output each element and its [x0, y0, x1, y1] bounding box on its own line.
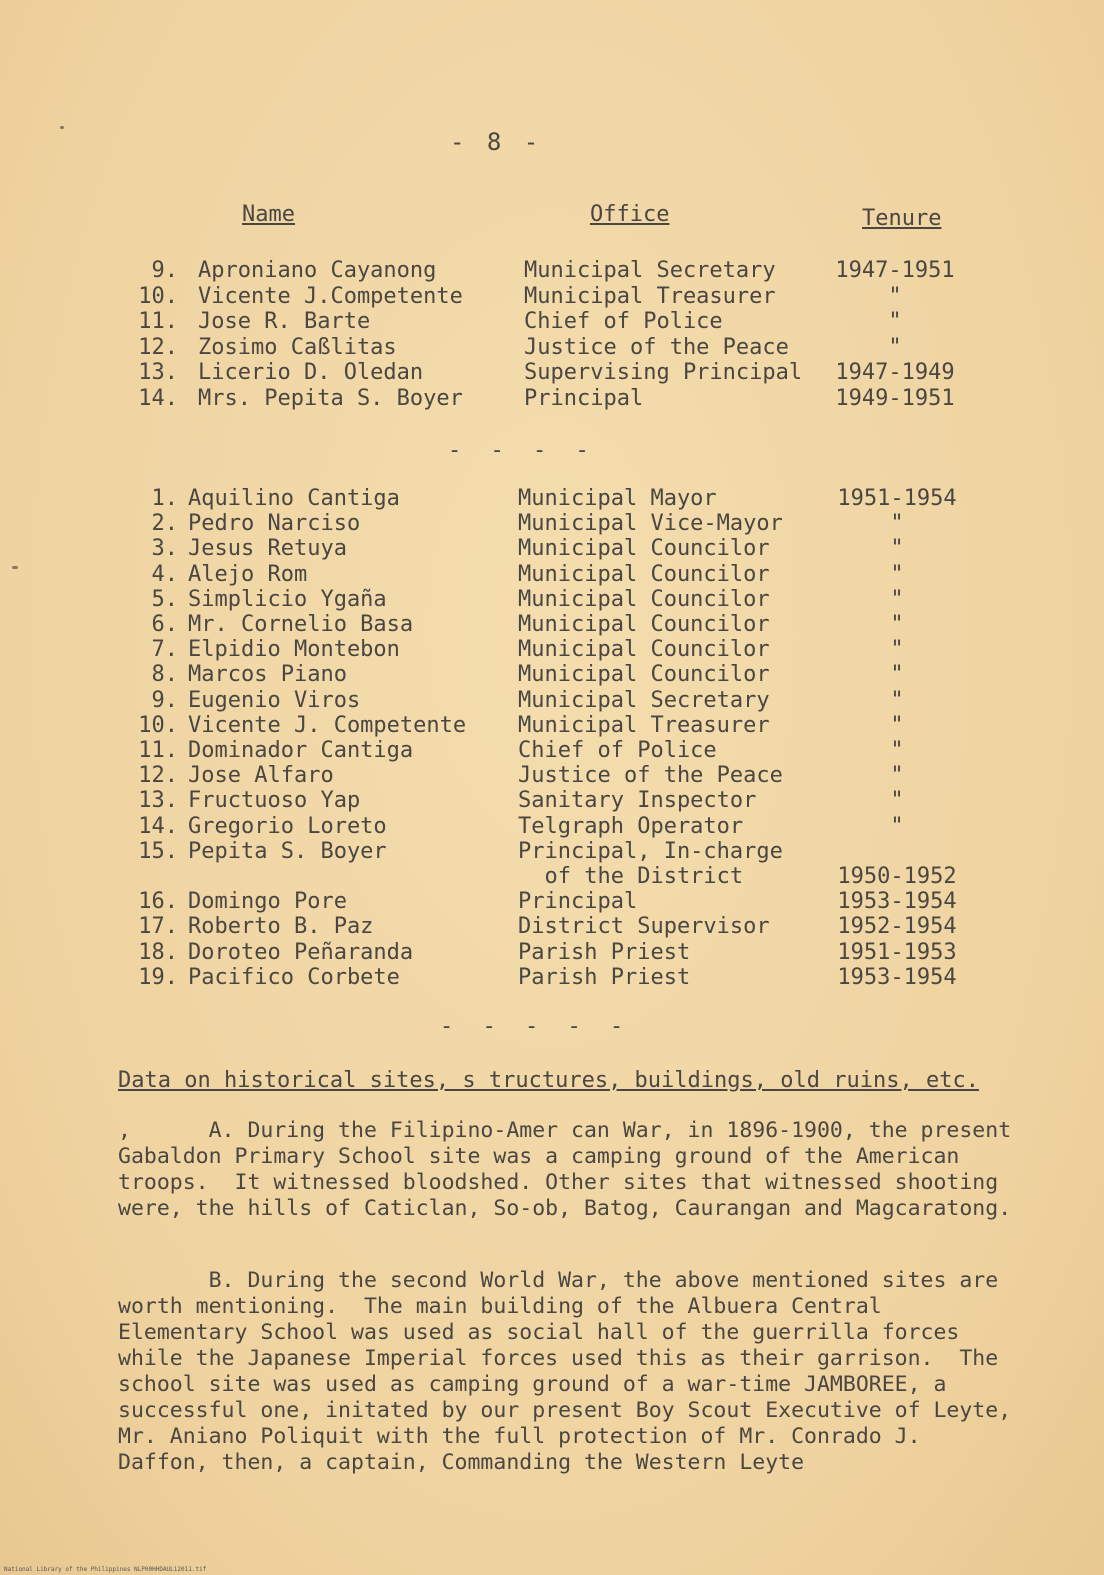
- official-name: Dominador Cantiga: [188, 738, 414, 763]
- paper-speck: [12, 566, 18, 569]
- official-name: Alejo Rom: [188, 561, 308, 587]
- official-tenure: ": [890, 612, 904, 637]
- row-number: 13.: [138, 788, 178, 814]
- official-office: Municipal Councilor: [518, 586, 770, 612]
- row-number: 7.: [151, 637, 178, 663]
- official-name: Pepita S. Boyer: [188, 838, 387, 864]
- official-tenure: ": [890, 788, 904, 814]
- page-number: - 8 -: [450, 128, 543, 156]
- row-number: 2.: [151, 511, 178, 537]
- official-name: Zosimo Caßlitas: [198, 334, 397, 360]
- header-name: Name: [242, 202, 295, 227]
- official-name: Gregorio Loreto: [188, 813, 387, 839]
- separator-1: - - - -: [448, 438, 597, 463]
- official-name: Doroteo Peñaranda: [188, 939, 414, 965]
- row-number: 3.: [151, 536, 178, 562]
- paper-speck: [60, 126, 64, 129]
- row-number: 11.: [138, 738, 178, 763]
- official-name: Domingo Pore: [188, 889, 347, 915]
- official-office: Municipal Treasurer: [524, 283, 776, 309]
- paragraph-a: , A. During the Filipino-Amer can War, in 1896-1900, the present Gabaldon Primary School site was a camping ground of the American troops. It witnessed bloodshed. Other sites that witnessed shooting were, the hills of Caticlan, So-ob, Batog, Caurangan and Magcaratong.: [118, 1118, 1025, 1221]
- official-name: Vicente J.Competente: [198, 283, 463, 309]
- official-office: Chief of Police: [518, 738, 717, 763]
- official-tenure: ": [890, 687, 904, 713]
- official-tenure: ": [888, 283, 902, 309]
- official-tenure: 1951-1954: [837, 486, 957, 511]
- official-name: Pedro Narciso: [188, 511, 361, 537]
- official-name: Mr. Cornelio Basa: [188, 612, 414, 637]
- official-name: Elpidio Montebon: [188, 637, 400, 663]
- official-name: Jose Alfaro: [188, 763, 334, 789]
- official-name: Simplicio Ygaña: [188, 586, 387, 612]
- row-number: 10.: [138, 283, 178, 309]
- row-number: 1.: [151, 486, 178, 511]
- official-tenure: ": [890, 662, 904, 688]
- official-tenure: 1947-1949: [835, 360, 955, 386]
- section-heading: Data on historical sites, s tructures, buildings, old ruins, etc.: [118, 1068, 979, 1093]
- official-name: Pacifico Corbete: [188, 964, 400, 990]
- official-office: Municipal Councilor: [518, 662, 770, 688]
- row-number: 4.: [151, 561, 178, 587]
- row-number: 15.: [138, 838, 178, 864]
- official-office: of the District: [518, 864, 744, 889]
- official-office: Principal, In-charge: [518, 838, 783, 864]
- official-tenure: 1951-1953: [837, 939, 957, 965]
- official-office: Municipal Councilor: [518, 561, 770, 587]
- row-number: 6.: [151, 612, 178, 637]
- archive-footer: National Library of the Philippines NLP00HHDAUL12011.tif: [4, 1566, 207, 1573]
- official-name: Jesus Retuya: [188, 536, 347, 562]
- official-tenure: ": [890, 561, 904, 587]
- official-name: Roberto B. Paz: [188, 914, 374, 940]
- row-number: 19.: [138, 964, 178, 990]
- header-tenure: Tenure: [862, 206, 942, 231]
- official-office: Municipal Vice-Mayor: [518, 511, 783, 537]
- row-number: 9.: [151, 687, 178, 713]
- row-number: 11.: [138, 309, 178, 335]
- row-number: 16.: [138, 889, 178, 915]
- official-office: Municipal Councilor: [518, 637, 770, 663]
- official-office: Supervising Principal: [524, 360, 803, 386]
- separator-2: - - - - -: [440, 1014, 632, 1039]
- row-number: 14.: [138, 386, 178, 411]
- official-office: Telgraph Operator: [518, 813, 744, 839]
- row-number: 17.: [138, 914, 178, 940]
- official-name: Vicente J. Competente: [188, 712, 467, 738]
- official-office: District Supervisor: [518, 914, 770, 940]
- official-tenure: ": [890, 813, 904, 839]
- row-number: 9.: [151, 258, 178, 283]
- official-tenure: 1949-1951: [835, 386, 955, 411]
- official-name: Fructuoso Yap: [188, 788, 361, 814]
- official-tenure: ": [890, 536, 904, 562]
- official-name: Mrs. Pepita S. Boyer: [198, 386, 463, 411]
- row-number: 8.: [151, 662, 178, 688]
- official-name: Marcos Piano: [188, 662, 347, 688]
- official-tenure: 1950-1952: [837, 864, 957, 889]
- official-tenure: ": [890, 511, 904, 537]
- official-office: Municipal Treasurer: [518, 712, 770, 738]
- official-tenure: 1952-1954: [837, 914, 957, 940]
- official-office: Justice of the Peace: [518, 763, 783, 789]
- official-name: Aquilino Cantiga: [188, 486, 400, 511]
- row-number: 14.: [138, 813, 178, 839]
- official-office: Municipal Secretary: [524, 258, 776, 283]
- official-office: Municipal Councilor: [518, 536, 770, 562]
- official-name: Licerio D. Oledan: [198, 360, 424, 386]
- official-office: Principal: [524, 386, 644, 411]
- official-office: Principal: [518, 889, 638, 915]
- official-tenure: ": [888, 334, 902, 360]
- official-tenure: ": [890, 712, 904, 738]
- official-tenure: ": [890, 637, 904, 663]
- paragraph-b: B. During the second World War, the above mentioned sites are worth mentioning. The main building of the Albuera Central Elementary School was used as social hall of the guerrilla forces while the Japanese Imperial forces used this as their garrison. The school site was used as camping ground of a war-time JAMBOREE, a successful one, initated by our present Boy Scout Executive of Leyte, Mr. Aniano Poliquit with the full protection of Mr. Conrado J. Daffon, then, a captain, Commanding the Western Leyte: [118, 1268, 1025, 1475]
- official-office: Municipal Councilor: [518, 612, 770, 637]
- official-tenure: 1953-1954: [837, 889, 957, 915]
- official-tenure: ": [890, 738, 904, 763]
- header-office: Office: [590, 202, 670, 227]
- official-office: Municipal Mayor: [518, 486, 717, 511]
- row-number: 18.: [138, 939, 178, 965]
- official-office: Municipal Secretary: [518, 687, 770, 713]
- official-tenure: 1953-1954: [837, 964, 957, 990]
- official-office: Chief of Police: [524, 309, 723, 335]
- row-number: 5.: [151, 586, 178, 612]
- official-name: Eugenio Viros: [188, 687, 361, 713]
- official-tenure: ": [888, 309, 902, 335]
- row-number: 12.: [138, 334, 178, 360]
- row-number: 12.: [138, 763, 178, 789]
- official-office: Parish Priest: [518, 964, 691, 990]
- official-office: Parish Priest: [518, 939, 691, 965]
- row-number: 10.: [138, 712, 178, 738]
- official-tenure: 1947-1951: [835, 258, 955, 283]
- official-office: Sanitary Inspector: [518, 788, 757, 814]
- official-office: Justice of the Peace: [524, 334, 789, 360]
- official-name: Jose R. Barte: [198, 309, 371, 335]
- row-number: 13.: [138, 360, 178, 386]
- official-tenure: ": [890, 586, 904, 612]
- official-tenure: ": [890, 763, 904, 789]
- official-name: Aproniano Cayanong: [198, 258, 437, 283]
